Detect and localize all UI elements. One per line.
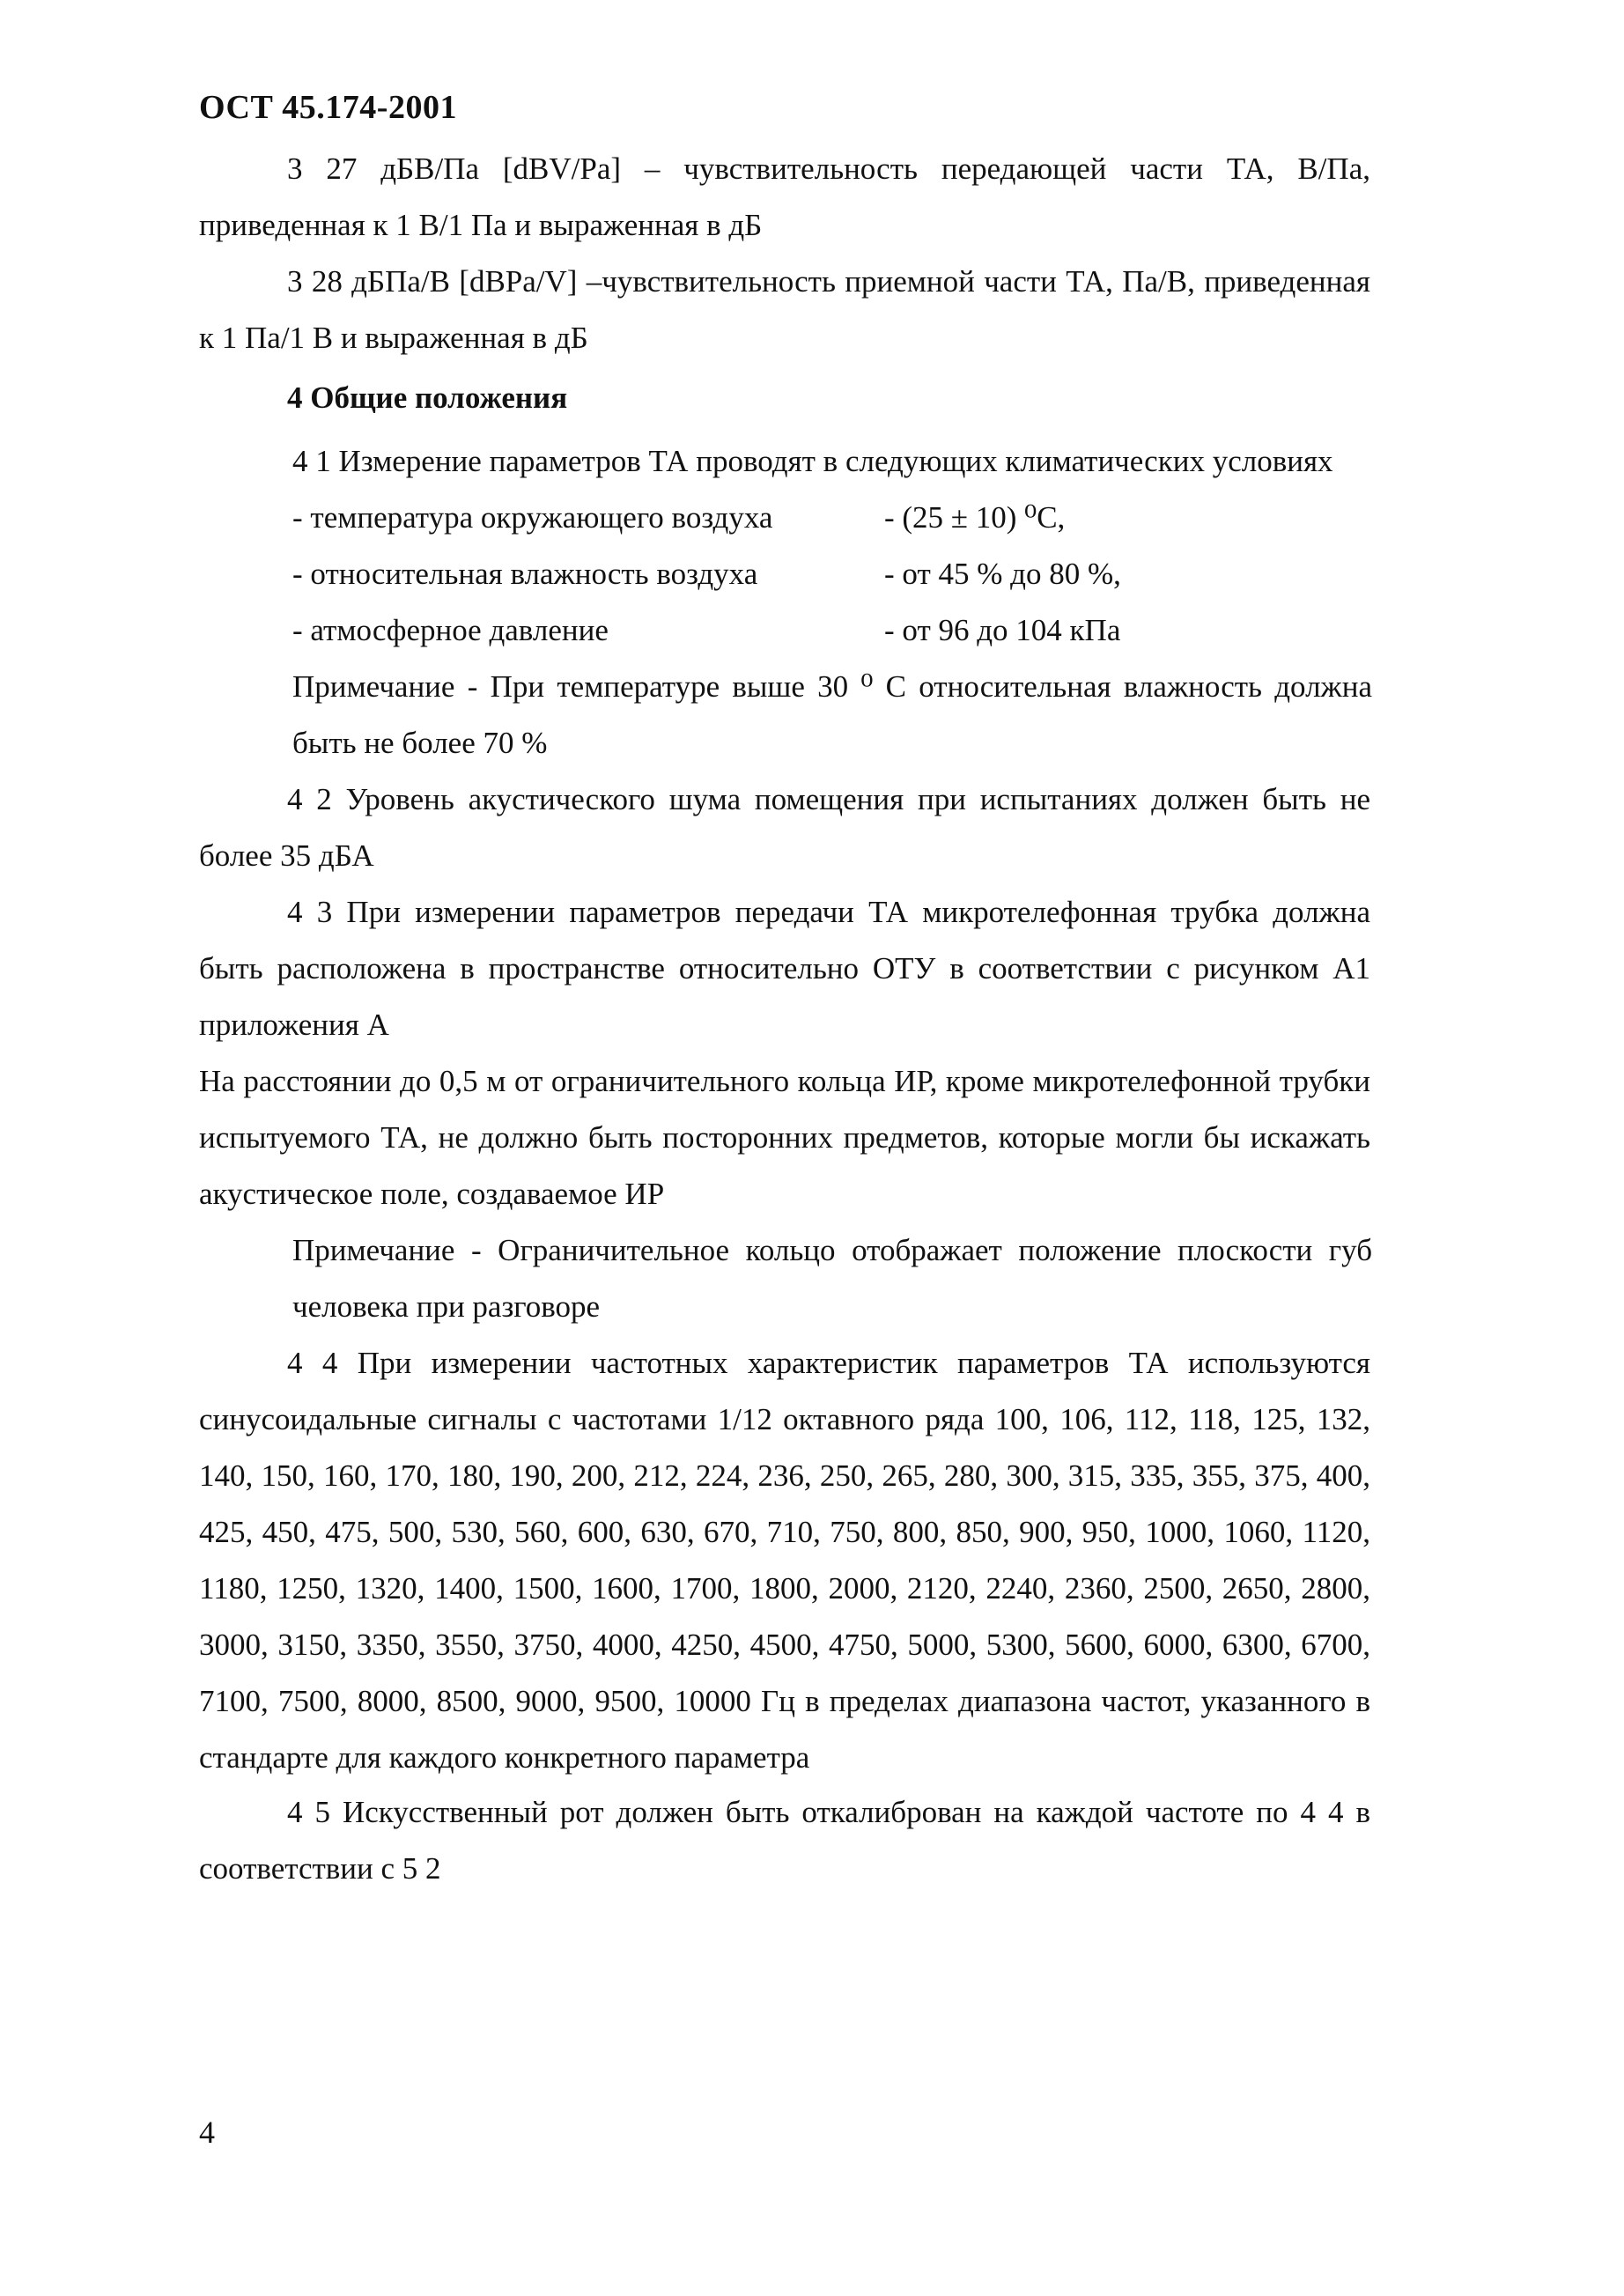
condition-value: - от 96 до 104 кПа xyxy=(884,613,1121,647)
clause-4-3-continuation: На расстоянии до 0,5 м от ограничительного кольца ИР, кроме микротелефонной трубки испытуемого ТА, не должно быть посторонних предметов, которые могли бы искажать акустическое поле, создаваемое ИР xyxy=(199,1064,1370,1211)
condition-row xyxy=(292,490,1376,546)
definition-3-28: 3 28 дБПа/В [dBPa/V] –чувствительность приемной части ТА, Па/В, приведенная к 1 Па/1 В и выраженная в дБ xyxy=(199,264,1370,355)
section-title: 4 Общие положения xyxy=(287,380,568,415)
clause-4-3: 4 3 При измерении параметров передачи ТА микротелефонная трубка должна быть расположена в пространстве относительно ОТУ в соответствии с рисунком А1 приложения А xyxy=(199,895,1370,1042)
condition-row xyxy=(292,546,1376,602)
condition-value: - (25 ± 10) ⁰C, xyxy=(884,500,1066,535)
page-number: 4 xyxy=(199,2115,215,2150)
condition-label: - атмосферное давление xyxy=(292,613,609,647)
condition-row xyxy=(292,602,1376,659)
clause-4-5: 4 5 Искусственный рот должен быть откалиброван на каждой частоте по 4 4 в соответствии с 5 2 xyxy=(199,1795,1370,1886)
clause-4-4: 4 4 При измерении частотных характеристик параметров ТА используются синусоидальные сигналы с частотами 1/12 октавного ряда 100, 106, 112, 118, 125, 132, 140, 150, 160, 170, 180, 190, 200, 212, 224, 236, 250, 265, 280, 300, 315, 335, 355, 375, 400, 425, 450, 475, 500, 530, 560, 600, 630, 670, 710, 750, 800, 850, 900, 950, 1000, 1060, 1120, 1180, 1250, 1320, 1400, 1500, 1600, 1700, 1800, 2000, 2120, 2240, 2360, 2500, 2650, 2800, 3000, 3150, 3350, 3550, 3750, 4000, 4250, 4500, 4750, 5000, 5300, 5600, 6000, 6300, 6700, 7100, 7500, 8000, 8500, 9000, 9500, 10000 Гц в пределах диапазона частот, указанного в стандарте для каждого конкретного параметра xyxy=(199,1346,1370,1775)
condition-label: - относительная влажность воздуха xyxy=(292,557,758,591)
clause-4-1-intro: 4 1 Измерение параметров ТА проводят в следующих климатических условиях xyxy=(292,444,1333,478)
condition-label: - температура окружающего воздуха xyxy=(292,500,773,535)
clause-4-2: 4 2 Уровень акустического шума помещения при испытаниях должен быть не более 35 дБА xyxy=(199,782,1370,873)
clause-4-3-note: Примечание - Ограничительное кольцо отображает положение плоскости губ человека при разговоре xyxy=(292,1233,1372,1324)
document-code: ОСТ 45.174-2001 xyxy=(199,89,457,126)
clause-4-1-note: Примечание - При температуре выше 30 ⁰ С относительная влажность должна быть не более 70 % xyxy=(292,669,1372,760)
definition-3-27: 3 27 дБВ/Па [dBV/Pa] – чувствительность передающей части ТА, В/Па, приведенная к 1 В/1 Па и выраженная в дБ xyxy=(199,151,1370,242)
condition-value: - от 45 % до 80 %, xyxy=(884,557,1121,591)
